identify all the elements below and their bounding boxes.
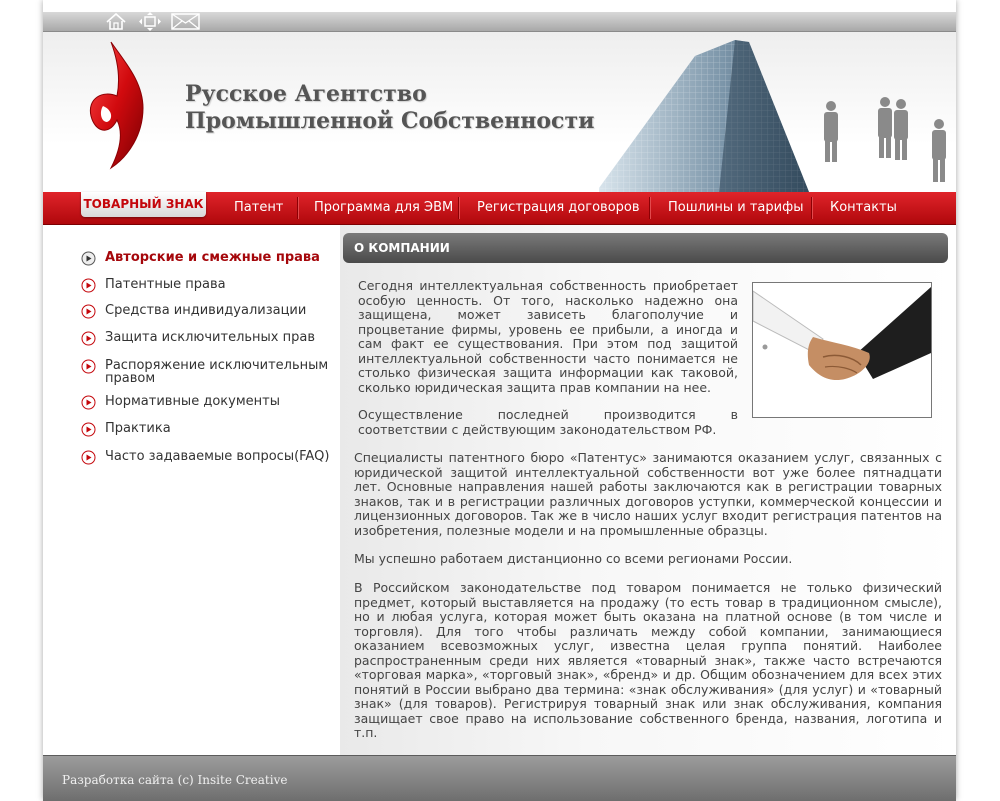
site-header	[43, 32, 956, 192]
nav-separator	[458, 197, 460, 219]
nav-item-contracts[interactable]: Регистрация договоров	[477, 200, 640, 215]
move-icon[interactable]	[139, 12, 161, 31]
sidebar-item-label: Распоряжение исключительным правом	[105, 358, 329, 386]
sidebar-item-faq[interactable]	[81, 450, 331, 463]
main-content	[340, 225, 956, 755]
content-title: О КОМПАНИИ	[343, 233, 948, 263]
content-paragraph: В Российском законодательстве под товаром понимается не только физический предмет, который выставляется на продажу (то есть товар в традиционном смысле), но и любая услуга, которая может быть оказана на платной основе (в том числе и торговля). Для того чтобы различать между собой компании, занимающиеся оказанием всевозможных услуг, известна целая группа понятий. Наиболее распространенным среди них является «товарный знак», также часто встречаются «торговая марка», «торговый знак», «бренд» и др. Общим обозначением для всех этих понятий в России выбрано два термина: «знак обслуживания» (для услуг) и «товарный знак» (для товаров). Регистрируя товарный знак или знак обслуживания, компания защищает свое право на использование собственного бренда, названия, логотипа и т.п.	[354, 580, 942, 740]
content-paragraph: Осуществление последней производится в соответствии с действующим законодательством РФ.	[358, 407, 738, 437]
sidebar-item-patent-rights[interactable]	[81, 278, 331, 291]
content-paragraph: Специалисты патентного бюро «Патентус» занимаются оказанием услуг, связанных с юридической защитой интеллектуальной собственности вот уже более пятнадцати лет. Основные направления нашей работы заключаются как в регистрации товарных знаков, так и в регистрации различных договоров уступки, коммерческой концессии и лицензионных договоров. Так же в число наших услуг входит регистрация патентов на изобретения, полезные модели и на промышленные образцы.	[354, 450, 942, 538]
sidebar-item-rights-protection[interactable]	[81, 331, 331, 344]
nav-separator	[811, 197, 813, 219]
nav-separator	[649, 197, 651, 219]
play-bullet-icon	[81, 331, 96, 346]
play-bullet-icon	[81, 359, 96, 374]
home-icon[interactable]	[105, 12, 127, 31]
page-container	[43, 0, 956, 800]
handshake-image	[753, 283, 931, 417]
company-logo[interactable]	[81, 36, 161, 172]
sidebar-item-label: Средства индивидуализации	[105, 303, 307, 318]
play-bullet-icon	[81, 450, 96, 465]
sidebar-item-label: Нормативные документы	[105, 394, 280, 409]
sidebar-item-regulations[interactable]	[81, 395, 331, 408]
sidebar-item-label: Практика	[105, 421, 171, 436]
site-footer	[43, 755, 956, 801]
nav-item-trademark[interactable]: ТОВАРНЫЙ ЗНАК	[81, 192, 206, 217]
sidebar-item-label: Защита исключительных прав	[105, 330, 316, 345]
content-paragraph: Мы успешно работаем дистанционно со всеми регионами России.	[354, 551, 793, 566]
business-people-silhouettes	[813, 92, 956, 192]
play-bullet-icon	[81, 395, 96, 410]
content-paragraph: Сегодня интеллектуальная собственность приобретает особую ценность. От того, насколько надежно она защищена, может зависеть благополучие и процветание фирмы, уровень ее прибыли, а иногда и сам факт ее существования. При этом под защитой интеллектуальной собственности часто понимается не столько физическая защита информации как таковой, сколько юридическая защита прав компании на нее.	[358, 278, 738, 395]
sidebar-item-label: Авторские и смежные права	[105, 250, 320, 265]
sidebar-item-label: Патентные права	[105, 277, 226, 292]
nav-item-fees[interactable]: Пошлины и тарифы	[668, 200, 804, 215]
sidebar-item-practice[interactable]	[81, 422, 331, 435]
sidebar	[61, 225, 340, 755]
nav-item-patent[interactable]: Патент	[234, 200, 284, 215]
play-bullet-icon	[81, 422, 96, 437]
play-bullet-icon	[81, 278, 96, 293]
nav-item-software[interactable]: Программа для ЭВМ	[314, 200, 454, 215]
play-bullet-icon	[81, 304, 96, 319]
site-title-line1: Русское Агентство	[185, 81, 427, 107]
skyscraper-image	[599, 38, 839, 192]
site-title-line2: Промышленной Собственности	[185, 108, 595, 134]
sidebar-item-copyright[interactable]	[81, 251, 331, 264]
sidebar-item-individualization[interactable]	[81, 304, 331, 317]
site-title	[185, 81, 594, 135]
top-toolbar	[43, 12, 956, 32]
footer-credits: Разработка сайта (с) Insite Creative	[62, 773, 288, 787]
play-bullet-icon	[81, 251, 96, 266]
nav-separator	[297, 197, 299, 219]
nav-item-contacts[interactable]: Контакты	[830, 200, 897, 215]
mail-icon[interactable]	[171, 12, 201, 31]
sidebar-item-rights-disposal[interactable]	[81, 359, 331, 385]
main-navigation	[43, 192, 956, 225]
sidebar-item-label: Часто задаваемые вопросы(FAQ)	[105, 449, 330, 464]
handshake-photo	[752, 282, 932, 418]
